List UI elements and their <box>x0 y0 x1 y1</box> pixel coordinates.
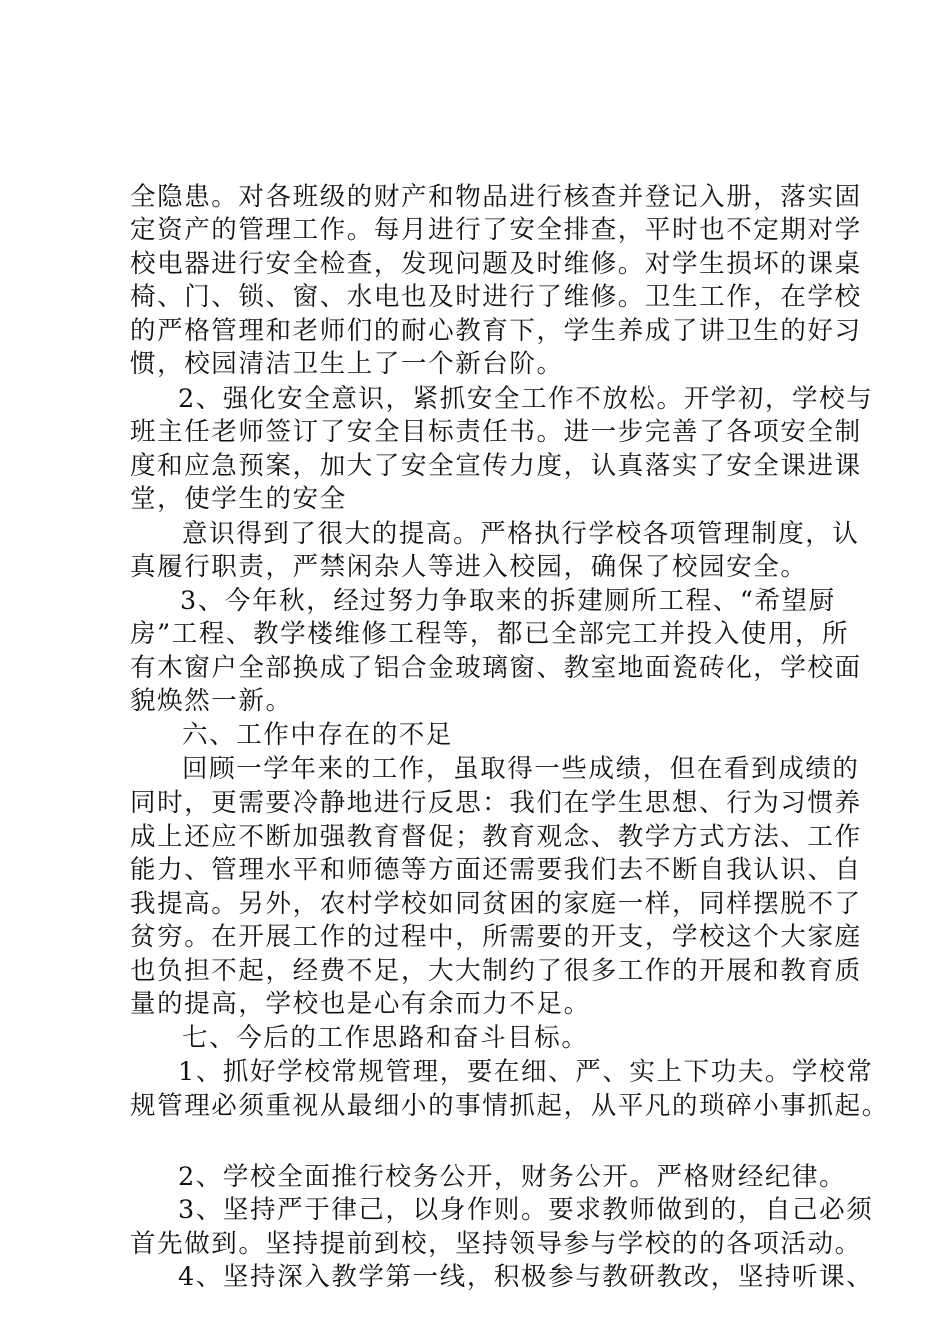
text-line: 校电器进行安全检查，发现问题及时维修。对学生损坏的课桌 <box>130 249 862 279</box>
text-line: 班主任老师签订了安全目标责任书。进一步完善了各项安全制 <box>130 417 862 447</box>
text-line: 回顾一学年来的工作，虽取得一些成绩，但在看到成绩的 <box>182 754 860 784</box>
text-line: 4、坚持深入教学第一线，积极参与教研教改，坚持听课、 <box>178 1262 874 1292</box>
text-line: 我提高。另外，农村学校如同贫困的家庭一样，同样摆脱不了 <box>130 889 862 919</box>
text-line: 贫穷。在开展工作的过程中，所需要的开支，学校这个大家庭 <box>130 922 862 952</box>
text-line: 全隐患。对各班级的财产和物品进行核查并登记入册，落实固 <box>130 182 862 212</box>
text-line: 成上还应不断加强教育督促；教育观念、教学方式方法、工作 <box>130 822 862 852</box>
text-line: 意识得到了很大的提高。严格执行学校各项管理制度，认 <box>182 519 860 549</box>
text-line: 惯，校园清洁卫生上了一个新台阶。 <box>130 349 564 379</box>
text-line: 规管理必须重视从最细小的事情抓起，从平凡的琐碎小事抓起。 <box>130 1091 889 1121</box>
text-line: 真履行职责，严禁闲杂人等进入校园，确保了校园安全。 <box>130 552 808 582</box>
text-line: 也负担不起，经费不足，大大制约了很多工作的开展和教育质 <box>130 956 862 986</box>
text-line: 房”工程、教学楼维修工程等，都已全部完工并投入使用，所 <box>130 619 850 649</box>
text-line: 堂，使学生的安全 <box>130 484 347 514</box>
text-line: 的严格管理和老师们的耐心教育下，学生养成了讲卫生的好习 <box>130 316 862 346</box>
text-line: 貌焕然一新。 <box>130 686 293 716</box>
text-line: 1、抓好学校常规管理，要在细、严、实上下功夫。学校常 <box>178 1057 874 1087</box>
text-line: 2、强化安全意识，紧抓安全工作不放松。开学初，学校与 <box>178 384 874 414</box>
text-line: 量的提高，学校也是心有余而力不足。 <box>130 989 591 1019</box>
text-line: 度和应急预案，加大了安全宣传力度，认真落实了安全课进课 <box>130 451 862 481</box>
text-line: 3、坚持严于律己，以身作则。要求教师做到的，自己必须 <box>178 1195 874 1225</box>
text-line: 椅、门、锁、窗、水电也及时进行了维修。卫生工作，在学校 <box>130 282 862 312</box>
text-line: 3、今年秋，经过努力争取来的拆建厕所工程、“希望厨 <box>180 586 836 616</box>
text-line: 首先做到。坚持提前到校，坚持领导参与学校的的各项活动。 <box>130 1229 862 1259</box>
text-line: 2、学校全面推行校务公开，财务公开。严格财经纪律。 <box>178 1162 847 1192</box>
text-line: 有木窗户全部换成了铝合金玻璃窗、教室地面瓷砖化，学校面 <box>130 653 862 683</box>
text-line: 定资产的管理工作。每月进行了安全排查，平时也不定期对学 <box>130 215 862 245</box>
text-line: 同时，更需要冷静地进行反思：我们在学生思想、行为习惯养 <box>130 788 862 818</box>
section-heading: 七、今后的工作思路和奋斗目标。 <box>182 1023 589 1053</box>
section-heading: 六、工作中存在的不足 <box>182 720 454 750</box>
text-line: 能力、管理水平和师德等方面还需要我们去不断自我认识、自 <box>130 855 862 885</box>
